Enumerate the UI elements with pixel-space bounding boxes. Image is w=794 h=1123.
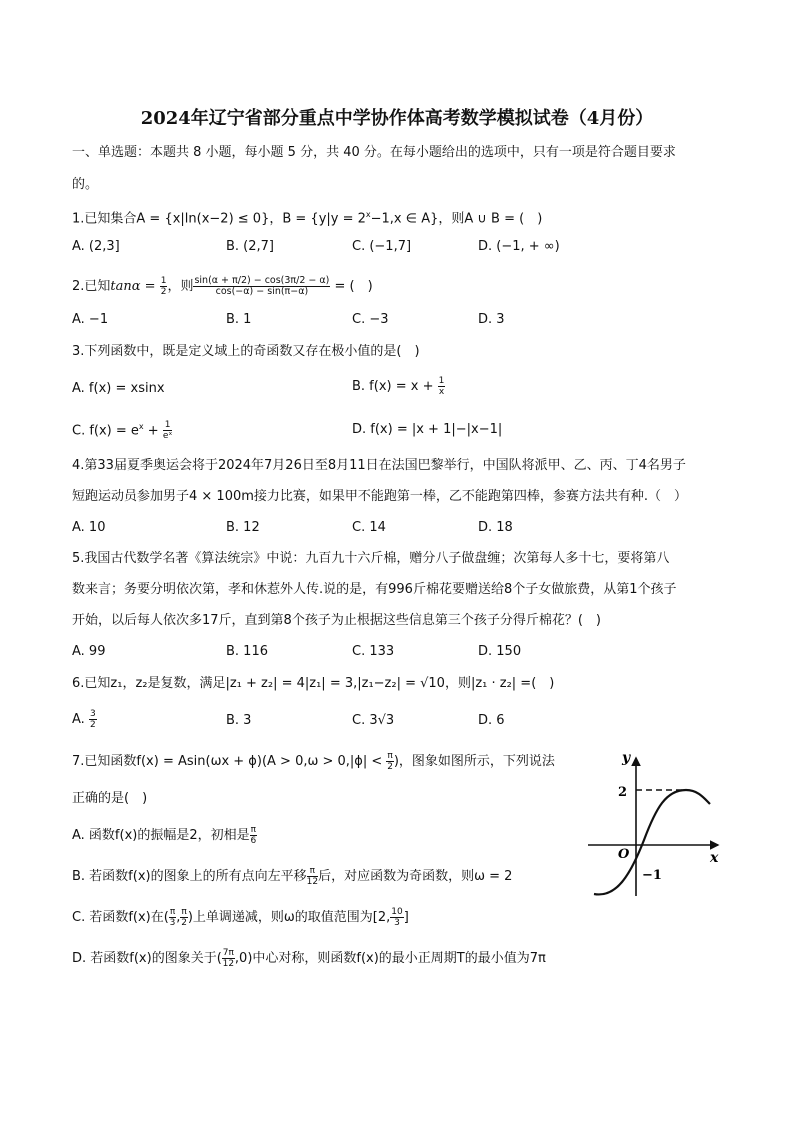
question-5-option-a: A. 99	[72, 644, 106, 659]
sine-graph-figure	[586, 748, 726, 900]
min-value-label: −1	[642, 868, 662, 883]
section-heading-cont: 的。	[72, 177, 99, 192]
question-2-option-a: A. −1	[72, 312, 109, 327]
question-4-option-a: A. 10	[72, 520, 106, 535]
question-5-option-c: C. 133	[352, 644, 395, 659]
question-5-option-b: B. 116	[226, 644, 268, 659]
question-4-option-b: B. 12	[226, 520, 260, 535]
question-2-option-d: D. 3	[478, 312, 505, 327]
section-heading: 一、单选题：本题共 8 小题，每小题 5 分，共 40 分。在每小题给出的选项中，只有一项是符合题目要求	[72, 145, 676, 160]
question-6-option-a: A. $\frac{3}{2}$	[72, 709, 96, 730]
question-5-option-d: D. 150	[478, 644, 522, 659]
question-6-stem: 6.已知z₁，z₂是复数，满足|z₁ + z₂| = 4|z₁| = 3,|z₁−z₂| = √10，则|z₁ · z₂| =( )	[72, 676, 555, 691]
question-2-fraction: $\frac{\sin(\alpha + \pi/2) - \cos(3\pi/2 - \alpha)}{\cos(-\alpha) - \sin(\pi-\alpha)}$	[194, 275, 330, 297]
question-5-stem-cont2: 开始，以后每人依次多17斤，直到第8个孩子为止根据这些信息第三个孩子分得斤棉花？( )	[72, 613, 601, 628]
question-4-stem-cont: 短跑运动员参加男子4 × 100m接力比赛，如果甲不能跑第一棒，乙不能跑第四棒，参赛方法共有种.（ ）	[72, 489, 688, 504]
question-3-option-b: B. f(x) = x + $\frac{1}{x}$	[352, 376, 445, 397]
question-7-option-d: D. 若函数f(x)的图象关于( $\frac{7\pi}{12}$ ,0)中心对称，则函数f(x)的最小正周期T的最小值为7π	[72, 948, 546, 969]
question-1-option-a: A. (2,3]	[72, 239, 120, 254]
question-6-option-d: D. 6	[478, 713, 505, 728]
origin-label: O	[618, 847, 630, 862]
question-3-option-d: D. f(x) = |x + 1|−|x−1|	[352, 422, 503, 437]
question-1-option-b: B. (2,7]	[226, 239, 275, 254]
question-2-stem: 2.已知tanα = $\frac{1}{2}$ ，则 $\frac{\sin(\alpha + \pi/2) - \cos(3\pi/2 - \alpha)}{\cos(-\alpha) - \sin(\pi-\alpha)}$ = ( )	[72, 275, 373, 297]
question-7-option-a: A. 函数f(x)的振幅是2，初相是 $\frac{\pi}{6}$	[72, 825, 257, 846]
question-6-option-c: C. 3√3	[352, 713, 395, 728]
question-1-stem: 1.已知集合A = {x|ln(x−2) ≤ 0}，$B = \{y|y = 2^x-1,x$ ∈ A}，则A ∪ B = ( )	[72, 210, 543, 227]
question-5-stem: 5.我国古代数学名著《算法统宗》中说：九百九十六斤棉，赠分八子做盘缠；次第每人多十七，要将第八	[72, 551, 670, 566]
question-3-stem: 3.下列函数中，既是定义域上的奇函数又存在极小值的是( )	[72, 344, 420, 359]
question-5-stem-cont1: 数来言；务要分明依次第，孝和休惹外人传.说的是，有996斤棉花要赠送给8个子女做旅费，从第1个孩子	[72, 582, 677, 597]
y-axis-label: y	[622, 750, 631, 766]
question-1-option-c: C. (−1,7]	[352, 239, 412, 254]
question-2-option-b: B. 1	[226, 312, 252, 327]
question-7-stem: 7.已知函数f(x) = Asin(ωx + ϕ)(A > 0,ω > 0,|ϕ| < $\frac{\pi}{2}$ )，图象如图所示，下列说法	[72, 751, 555, 772]
question-4-option-c: C. 14	[352, 520, 386, 535]
page-title: 2024年辽宁省部分重点中学协作体高考数学模拟试卷（4月份）	[140, 108, 654, 129]
question-7-option-b: B. 若函数f(x)的图象上的所有点向左平移 $\frac{\pi}{12}$ 后，对应函数为奇函数，则ω = 2	[72, 866, 513, 887]
question-6-option-b: B. 3	[226, 713, 252, 728]
question-1-option-d: D. (−1, + ∞)	[478, 239, 560, 254]
question-2-option-c: C. −3	[352, 312, 389, 327]
max-value-label: 2	[618, 785, 628, 800]
question-7-option-c: C. 若函数f(x)在( $\frac{\pi}{3}$ , $\frac{\pi}{2}$ )上单调递减，则ω的取值范围为[2, $\frac{10}{3}$ ]	[72, 907, 409, 928]
question-7-stem-cont: 正确的是( )	[72, 791, 148, 806]
question-4-stem: 4.第33届夏季奥运会将于2024年7月26日至8月11日在法国巴黎举行，中国队将派甲、乙、丙、丁4名男子	[72, 458, 686, 473]
question-3-option-a: A. f(x) = xsinx	[72, 381, 165, 396]
question-4-option-d: D. 18	[478, 520, 513, 535]
question-3-option-c: C. $f(x) = e^x$ + $\frac{1}{\text{eˣ}}$	[72, 420, 173, 442]
x-axis-label: x	[710, 850, 719, 866]
